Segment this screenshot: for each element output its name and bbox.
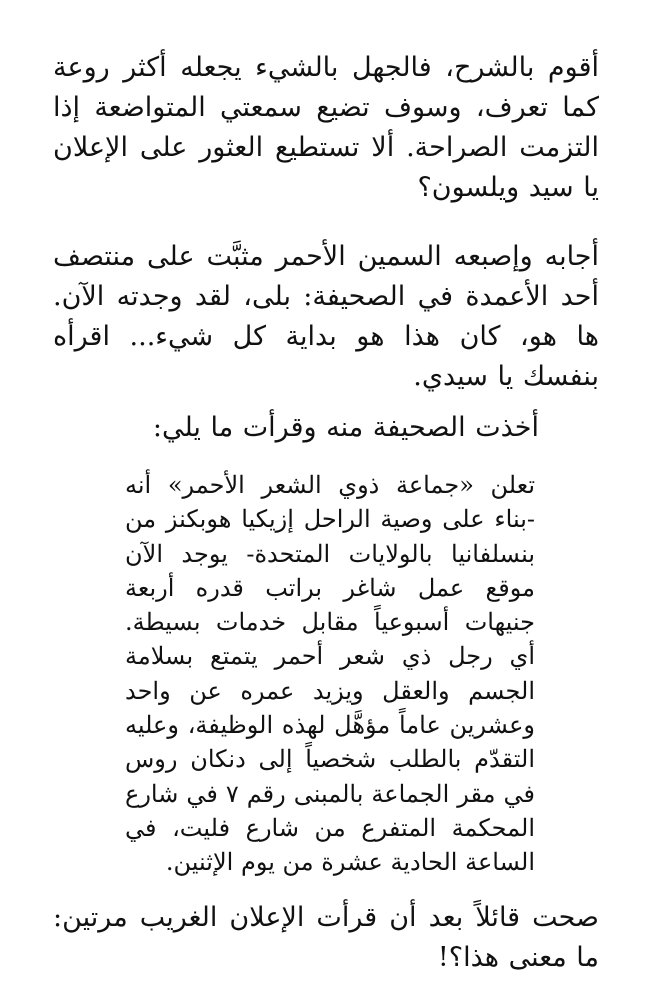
paragraph-explanation: أقوم بالشرح، فالجهل بالشيء يجعله أكثر روعة كما تعرف، وسوف تضيع سمعتي المتواضعة إذا التزمت الصراحة. ألا تستطيع العثور على الإعلان يا سيد ويلسون؟ (53, 52, 599, 203)
paragraph-wilson-reply: أجابه وإصبعه السمين الأحمر مثبَّت على منتصف أحد الأعمدة في الصحيفة: بلى، لقد وجدته الآن. ها هو، كان هذا هو بداية كل شيء... اقرأه بنفسك يا سيدي. (53, 241, 599, 392)
paragraph-exclamation: صحت قائلاً بعد أن قرأت الإعلان الغريب مرتين: ما معنى هذا؟! (53, 902, 599, 973)
paragraph-took-newspaper: أخذت الصحيفة منه وقرأت ما يلي: (152, 412, 539, 443)
newspaper-advertisement-quote: تعلن «جماعة ذوي الشعر الأحمر» أنه -بناء على وصية الراحل إزيكيا هوبكنز من بنسلفانيا بالولايات المتحدة- يوجد الآن موقع عمل شاغر براتب قدره أربعة جنيهات أسبوعياً مقابل خدمات بسيطة. أي رجل ذي شعر أحمر يتمتع بسلامة الجسم والعقل ويزيد عمره عن واحد وعشرين عاماً مؤهَّل لهذه الوظيفة، وعليه التقدّم بالطلب شخصياً إلى دنكان روس في مقر الجماعة بالمبنى رقم ٧ في شارع المحكمة المتفرع من شارع فليت، في الساعة الحادية عشرة من يوم الإثنين. (125, 471, 535, 877)
